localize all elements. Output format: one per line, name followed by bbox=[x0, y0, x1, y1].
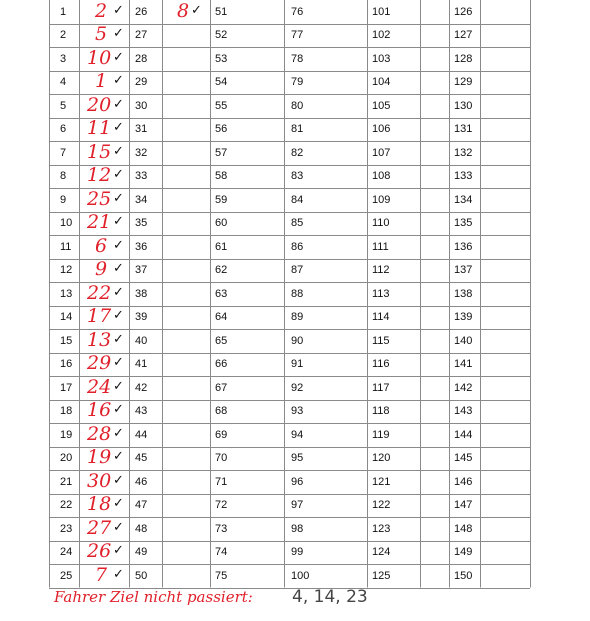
row-number: 126 bbox=[454, 5, 473, 18]
row-number: 32 bbox=[135, 146, 148, 159]
check-mark-icon: ✓ bbox=[113, 120, 124, 136]
row-number: 37 bbox=[135, 264, 148, 277]
row-number: 43 bbox=[135, 405, 148, 418]
row-number: 10 bbox=[60, 217, 73, 230]
row-number: 67 bbox=[215, 381, 228, 394]
handwritten-entry: 21 bbox=[87, 211, 112, 234]
row-number: 84 bbox=[291, 193, 304, 206]
row-number: 125 bbox=[372, 569, 391, 582]
footer-note-numbers: 4, 14, 23 bbox=[292, 587, 368, 607]
row-number: 11 bbox=[60, 240, 72, 253]
handwritten-entry: 20 bbox=[87, 93, 112, 116]
row-number: 134 bbox=[454, 193, 473, 206]
check-mark-icon: ✓ bbox=[113, 331, 124, 347]
row-number: 21 bbox=[60, 475, 73, 488]
row-number: 12 bbox=[60, 264, 73, 277]
check-mark-icon: ✓ bbox=[113, 472, 124, 488]
row-number: 80 bbox=[291, 99, 304, 112]
row-number: 34 bbox=[135, 193, 148, 206]
row-number: 119 bbox=[372, 428, 390, 441]
row-number: 6 bbox=[60, 123, 67, 136]
handwritten-entry: 24 bbox=[87, 375, 112, 398]
row-number: 128 bbox=[454, 52, 473, 65]
row-number: 60 bbox=[215, 217, 228, 230]
row-number: 146 bbox=[454, 475, 473, 488]
row-number: 24 bbox=[60, 546, 73, 559]
handwritten-entry: 17 bbox=[87, 305, 112, 328]
handwritten-entry: 28 bbox=[87, 422, 112, 445]
handwritten-entry: 2 bbox=[95, 0, 108, 22]
handwritten-entry: 26 bbox=[87, 540, 112, 563]
handwritten-entry: 30 bbox=[87, 469, 112, 492]
row-number: 94 bbox=[291, 428, 304, 441]
row-number: 7 bbox=[60, 146, 67, 159]
row-number: 70 bbox=[215, 452, 228, 465]
check-mark-icon: ✓ bbox=[113, 73, 124, 89]
check-mark-icon: ✓ bbox=[113, 519, 124, 535]
row-number: 33 bbox=[135, 170, 148, 183]
row-number: 17 bbox=[60, 381, 73, 394]
row-number: 31 bbox=[135, 123, 148, 136]
row-number: 76 bbox=[291, 5, 304, 18]
handwritten-entry: 27 bbox=[87, 516, 112, 539]
row-number: 39 bbox=[135, 311, 148, 324]
row-number: 139 bbox=[454, 311, 473, 324]
row-number: 71 bbox=[215, 475, 228, 488]
row-number: 95 bbox=[291, 452, 304, 465]
check-mark-icon: ✓ bbox=[113, 284, 124, 300]
row-number: 47 bbox=[135, 499, 148, 512]
check-mark-icon: ✓ bbox=[113, 96, 124, 112]
row-number: 13 bbox=[60, 287, 73, 300]
check-mark-icon: ✓ bbox=[113, 378, 124, 394]
row-number: 79 bbox=[291, 76, 304, 89]
row-number: 41 bbox=[135, 358, 148, 371]
row-number: 141 bbox=[454, 358, 473, 371]
row-number: 135 bbox=[454, 217, 473, 230]
row-number: 2 bbox=[60, 29, 67, 42]
handwritten-entry: 10 bbox=[87, 46, 112, 69]
row-number: 14 bbox=[60, 311, 73, 324]
row-number: 69 bbox=[215, 428, 228, 441]
check-mark-icon: ✓ bbox=[113, 402, 124, 418]
row-number: 92 bbox=[291, 381, 304, 394]
row-number: 30 bbox=[135, 99, 148, 112]
row-number: 127 bbox=[454, 29, 473, 42]
row-number: 101 bbox=[372, 5, 391, 18]
handwritten-entry: 8 bbox=[177, 0, 190, 22]
handwritten-entry: 15 bbox=[87, 140, 112, 163]
row-number: 147 bbox=[454, 499, 473, 512]
row-number: 15 bbox=[60, 334, 73, 347]
row-number: 105 bbox=[372, 99, 391, 112]
row-number: 103 bbox=[372, 52, 391, 65]
row-number: 109 bbox=[372, 193, 391, 206]
row-number: 58 bbox=[215, 170, 228, 183]
row-number: 19 bbox=[60, 428, 73, 441]
row-number: 20 bbox=[60, 452, 73, 465]
row-number: 8 bbox=[60, 170, 67, 183]
handwritten-entry: 19 bbox=[87, 446, 112, 469]
check-mark-icon: ✓ bbox=[113, 496, 124, 512]
row-number: 108 bbox=[372, 170, 391, 183]
footer-note: Fahrer Ziel nicht passiert: bbox=[54, 588, 253, 606]
row-number: 110 bbox=[372, 217, 390, 230]
check-mark-icon: ✓ bbox=[113, 543, 124, 559]
row-number: 1 bbox=[60, 5, 67, 18]
row-number: 28 bbox=[135, 52, 148, 65]
check-mark-icon: ✓ bbox=[113, 143, 124, 159]
row-number: 52 bbox=[215, 29, 228, 42]
check-mark-icon: ✓ bbox=[113, 261, 124, 277]
check-mark-icon: ✓ bbox=[113, 2, 124, 18]
row-number: 89 bbox=[291, 311, 304, 324]
row-number: 54 bbox=[215, 76, 228, 89]
row-number: 74 bbox=[215, 546, 228, 559]
check-mark-icon: ✓ bbox=[113, 49, 124, 65]
row-number: 72 bbox=[215, 499, 228, 512]
row-number: 35 bbox=[135, 217, 148, 230]
row-number: 63 bbox=[215, 287, 228, 300]
check-mark-icon: ✓ bbox=[113, 214, 124, 230]
row-number: 50 bbox=[135, 569, 148, 582]
row-number: 130 bbox=[454, 99, 473, 112]
handwritten-entry: 29 bbox=[87, 352, 112, 375]
row-number: 129 bbox=[454, 76, 473, 89]
row-number: 48 bbox=[135, 522, 148, 535]
row-number: 81 bbox=[291, 123, 304, 136]
row-number: 122 bbox=[372, 499, 391, 512]
row-number: 23 bbox=[60, 522, 73, 535]
row-number: 18 bbox=[60, 405, 73, 418]
row-number: 65 bbox=[215, 334, 228, 347]
row-number: 140 bbox=[454, 334, 473, 347]
row-number: 49 bbox=[135, 546, 148, 559]
row-number: 145 bbox=[454, 452, 473, 465]
row-number: 25 bbox=[60, 569, 73, 582]
row-number: 132 bbox=[454, 146, 473, 159]
row-number: 64 bbox=[215, 311, 228, 324]
row-number: 86 bbox=[291, 240, 304, 253]
row-number: 82 bbox=[291, 146, 304, 159]
row-number: 102 bbox=[372, 29, 391, 42]
check-mark-icon: ✓ bbox=[113, 26, 124, 42]
row-number: 77 bbox=[291, 29, 304, 42]
handwritten-entry: 18 bbox=[87, 493, 112, 516]
row-number: 106 bbox=[372, 123, 391, 136]
handwritten-entry: 13 bbox=[87, 328, 112, 351]
row-number: 55 bbox=[215, 99, 228, 112]
row-number: 85 bbox=[291, 217, 304, 230]
row-number: 75 bbox=[215, 569, 228, 582]
row-number: 46 bbox=[135, 475, 148, 488]
row-number: 4 bbox=[60, 76, 67, 89]
row-number: 124 bbox=[372, 546, 391, 559]
row-number: 88 bbox=[291, 287, 304, 300]
row-number: 144 bbox=[454, 428, 473, 441]
row-number: 62 bbox=[215, 264, 228, 277]
row-number: 118 bbox=[372, 405, 390, 418]
row-number: 27 bbox=[135, 29, 148, 42]
row-number: 59 bbox=[215, 193, 228, 206]
handwritten-entry: 1 bbox=[95, 70, 108, 93]
row-number: 36 bbox=[135, 240, 148, 253]
row-number: 136 bbox=[454, 240, 473, 253]
row-number: 16 bbox=[60, 358, 73, 371]
row-number: 53 bbox=[215, 52, 228, 65]
row-number: 150 bbox=[454, 569, 473, 582]
row-number: 116 bbox=[372, 358, 390, 371]
row-number: 29 bbox=[135, 76, 148, 89]
row-number: 78 bbox=[291, 52, 304, 65]
row-number: 100 bbox=[291, 569, 310, 582]
handwritten-entry: 6 bbox=[95, 234, 108, 257]
row-number: 73 bbox=[215, 522, 228, 535]
check-mark-icon: ✓ bbox=[113, 167, 124, 183]
row-number: 5 bbox=[60, 99, 67, 112]
check-mark-icon: ✓ bbox=[113, 308, 124, 324]
handwritten-entry: 5 bbox=[95, 23, 108, 46]
row-number: 148 bbox=[454, 522, 473, 535]
row-number: 3 bbox=[60, 52, 67, 65]
row-number: 99 bbox=[291, 546, 304, 559]
row-number: 68 bbox=[215, 405, 228, 418]
row-number: 98 bbox=[291, 522, 304, 535]
check-mark-icon: ✓ bbox=[113, 190, 124, 206]
row-number: 117 bbox=[372, 381, 390, 394]
row-number: 123 bbox=[372, 522, 391, 535]
row-number: 57 bbox=[215, 146, 228, 159]
row-number: 44 bbox=[135, 428, 148, 441]
row-number: 38 bbox=[135, 287, 148, 300]
handwritten-entry: 25 bbox=[87, 187, 112, 210]
handwritten-entry: 12 bbox=[87, 164, 112, 187]
row-number: 104 bbox=[372, 76, 391, 89]
check-mark-icon: ✓ bbox=[113, 237, 124, 253]
handwritten-entry: 22 bbox=[87, 281, 112, 304]
row-number: 111 bbox=[372, 240, 389, 253]
row-number: 56 bbox=[215, 123, 228, 136]
row-number: 51 bbox=[215, 5, 228, 18]
row-number: 120 bbox=[372, 452, 391, 465]
row-number: 113 bbox=[372, 287, 390, 300]
row-number: 114 bbox=[372, 311, 390, 324]
row-number: 87 bbox=[291, 264, 304, 277]
handwritten-entry: 11 bbox=[87, 117, 112, 140]
row-number: 96 bbox=[291, 475, 304, 488]
row-number: 61 bbox=[215, 240, 228, 253]
row-number: 115 bbox=[372, 334, 390, 347]
row-number: 83 bbox=[291, 170, 304, 183]
row-number: 93 bbox=[291, 405, 304, 418]
row-number: 107 bbox=[372, 146, 391, 159]
row-number: 133 bbox=[454, 170, 473, 183]
row-number: 142 bbox=[454, 381, 473, 394]
row-number: 22 bbox=[60, 499, 73, 512]
row-number: 149 bbox=[454, 546, 473, 559]
row-number: 91 bbox=[291, 358, 304, 371]
row-number: 45 bbox=[135, 452, 148, 465]
check-mark-icon: ✓ bbox=[191, 2, 202, 18]
check-mark-icon: ✓ bbox=[113, 355, 124, 371]
row-number: 40 bbox=[135, 334, 148, 347]
check-mark-icon: ✓ bbox=[113, 425, 124, 441]
handwritten-entry: 16 bbox=[87, 399, 112, 422]
check-mark-icon: ✓ bbox=[113, 449, 124, 465]
row-number: 137 bbox=[454, 264, 473, 277]
check-mark-icon: ✓ bbox=[113, 566, 124, 582]
row-number: 42 bbox=[135, 381, 148, 394]
row-number: 121 bbox=[372, 475, 391, 488]
row-number: 138 bbox=[454, 287, 473, 300]
row-number: 66 bbox=[215, 358, 228, 371]
row-number: 143 bbox=[454, 405, 473, 418]
row-number: 26 bbox=[135, 5, 148, 18]
handwritten-entry: 9 bbox=[95, 258, 108, 281]
row-number: 97 bbox=[291, 499, 304, 512]
row-number: 131 bbox=[454, 123, 473, 136]
row-number: 90 bbox=[291, 334, 304, 347]
row-number: 9 bbox=[60, 193, 67, 206]
row-number: 112 bbox=[372, 264, 390, 277]
handwritten-entry: 7 bbox=[95, 563, 108, 586]
